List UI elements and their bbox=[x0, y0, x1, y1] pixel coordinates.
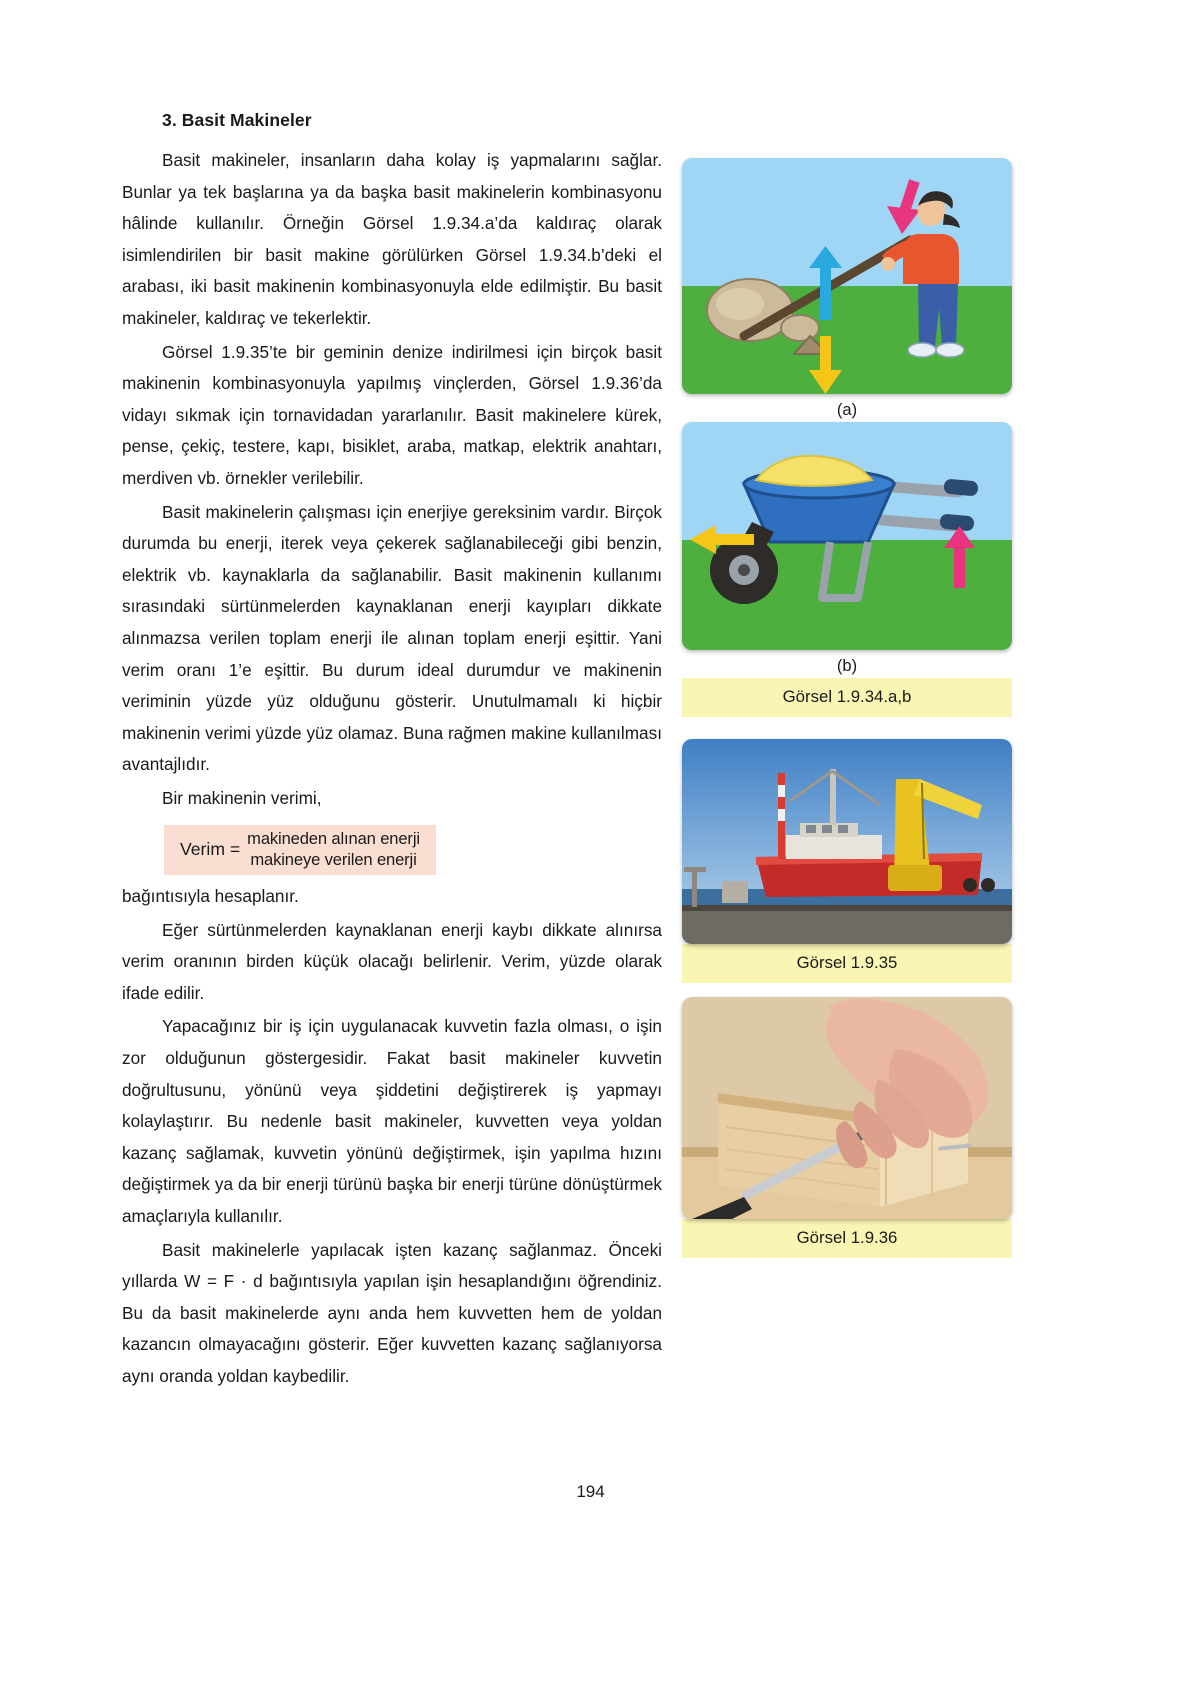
figure-lever-sublabel: (a) bbox=[836, 401, 858, 419]
wheelbarrow-illustration bbox=[682, 422, 1012, 650]
formula-numerator: makineden alınan enerji bbox=[247, 829, 420, 849]
figure-screwdriver-frame bbox=[682, 997, 1012, 1219]
formula-denominator: makineye verilen enerji bbox=[250, 849, 417, 869]
paragraph-efficiency-intro: Bir makinenin verimi, bbox=[162, 787, 322, 808]
figure-wheelbarrow bbox=[682, 422, 1012, 678]
formula-left-hand-side: Verim = bbox=[180, 839, 241, 860]
page-number: 194 bbox=[576, 1482, 605, 1501]
figure-wheelbarrow-frame bbox=[682, 422, 1012, 650]
caption-figure-screwdriver: Görsel 1.9.36 bbox=[682, 1219, 1012, 1258]
paragraph-formula-note: bağıntısıyla hesaplanır. bbox=[122, 885, 299, 906]
section-heading: 3. Basit Makineler bbox=[162, 110, 312, 130]
ship-crane-photo bbox=[682, 739, 1012, 944]
formula-fraction bbox=[247, 830, 420, 869]
paragraph-1: Basit makineler, insanların daha kolay iş yapmalarını sağlar. Bunlar ya tek başlarına ya da başka basit makinelerin kombinasyonu hâlinde kullanılır. Örneğin Görsel 1.9.34.a’da kaldıraç olarak isimlendirilen bir basit makine görülürken Görsel 1.9.34.b’deki el arabası, iki basit makinenin kombinasyonuyla elde edilmiştir. Bu basit makineler, kaldıraç ve tekerlektir. bbox=[122, 150, 662, 328]
screwdriver-photo bbox=[682, 997, 1012, 1219]
figure-screwdriver bbox=[682, 997, 1012, 1258]
paragraph-4: Eğer sürtünmelerden kaynaklanan enerji kaybı dikkate alınırsa verim oranının birden küçük olacağı belirlenir. Verim, yüzde olarak ifade edilir. bbox=[122, 919, 662, 1003]
figure-column bbox=[682, 158, 1012, 1258]
paragraph-2: Görsel 1.9.35’te bir geminin denize indirilmesi için birçok basit makinenin kombinasyonuyla yapılmış vinçlerden, Görsel 1.9.36’da vidayı sıkmak için tornavidadan yararlanılır. Basit makinelere kürek, pense, çekiç, testere, kapı, bisiklet, araba, matkap, elektrik anahtarı, merdiven vb. örnekler verilebilir. bbox=[122, 341, 662, 488]
paragraph-3: Basit makinelerin çalışması için enerjiye gereksinim vardır. Birçok durumda bu enerji, iterek veya çekerek sağlanabileceği gibi benzin, elektrik vb. kaynaklarla da sağlanabilir. Basit makinenin kullanımı sırasındaki sürtünmelerden kaynaklanan enerji kayıpları dikkate alınmazsa verilen toplam enerji ile alınan toplam enerji eşittir. Yani verim oranı 1’e eşittir. Bu durum ideal durumdur ve makinenin veriminin yüzde yüz olduğunu gösterir. Unutulmamalı ki hiçbir makinenin verimi yüzde yüz olamaz. Buna rağmen makine kullanılması avantajlıdır. bbox=[122, 501, 662, 775]
paragraph-5: Yapacağınız bir iş için uygulanacak kuvvetin fazla olması, o işin zor olduğunun göstergesidir. Fakat basit makineler kuvvetin doğrultusunu, yönünü veya şiddetini değiştirerek iş yapmayı kolaylaştırır. Bu nedenle basit makineler, kuvvetten veya yoldan kazanç sağlamak, kuvvetin yönünü değiştirmek, işin yapılma hızını değiştirmek ya da bir enerji türünü başka bir enerji türüne dönüştürmek amaçlarıyla kullanılır. bbox=[122, 1016, 662, 1226]
figure-ship bbox=[682, 739, 1012, 983]
figure-lever-frame bbox=[682, 158, 1012, 394]
lever-illustration bbox=[682, 158, 1012, 394]
efficiency-formula-box bbox=[164, 825, 436, 875]
figure-lever bbox=[682, 158, 1012, 422]
figure-ship-frame bbox=[682, 739, 1012, 944]
caption-figure-ship: Görsel 1.9.35 bbox=[682, 944, 1012, 983]
caption-figure-ab: Görsel 1.9.34.a,b bbox=[682, 678, 1012, 717]
paragraph-6: Basit makinelerle yapılacak işten kazanç sağlanmaz. Önceki yıllarda W = F · d bağıntısıyla yapılan işin hesaplandığını öğrendiniz. Bu da basit makinelerde aynı anda hem kuvvetten hem de yoldan kazancın olmayacağını gösterir. Eğer kuvvetten kazanç sağlanıyorsa aynı oranda yoldan kaybedilir. bbox=[122, 1239, 662, 1386]
figure-wheelbarrow-sublabel: (b) bbox=[836, 657, 858, 675]
text-column bbox=[122, 110, 662, 1394]
